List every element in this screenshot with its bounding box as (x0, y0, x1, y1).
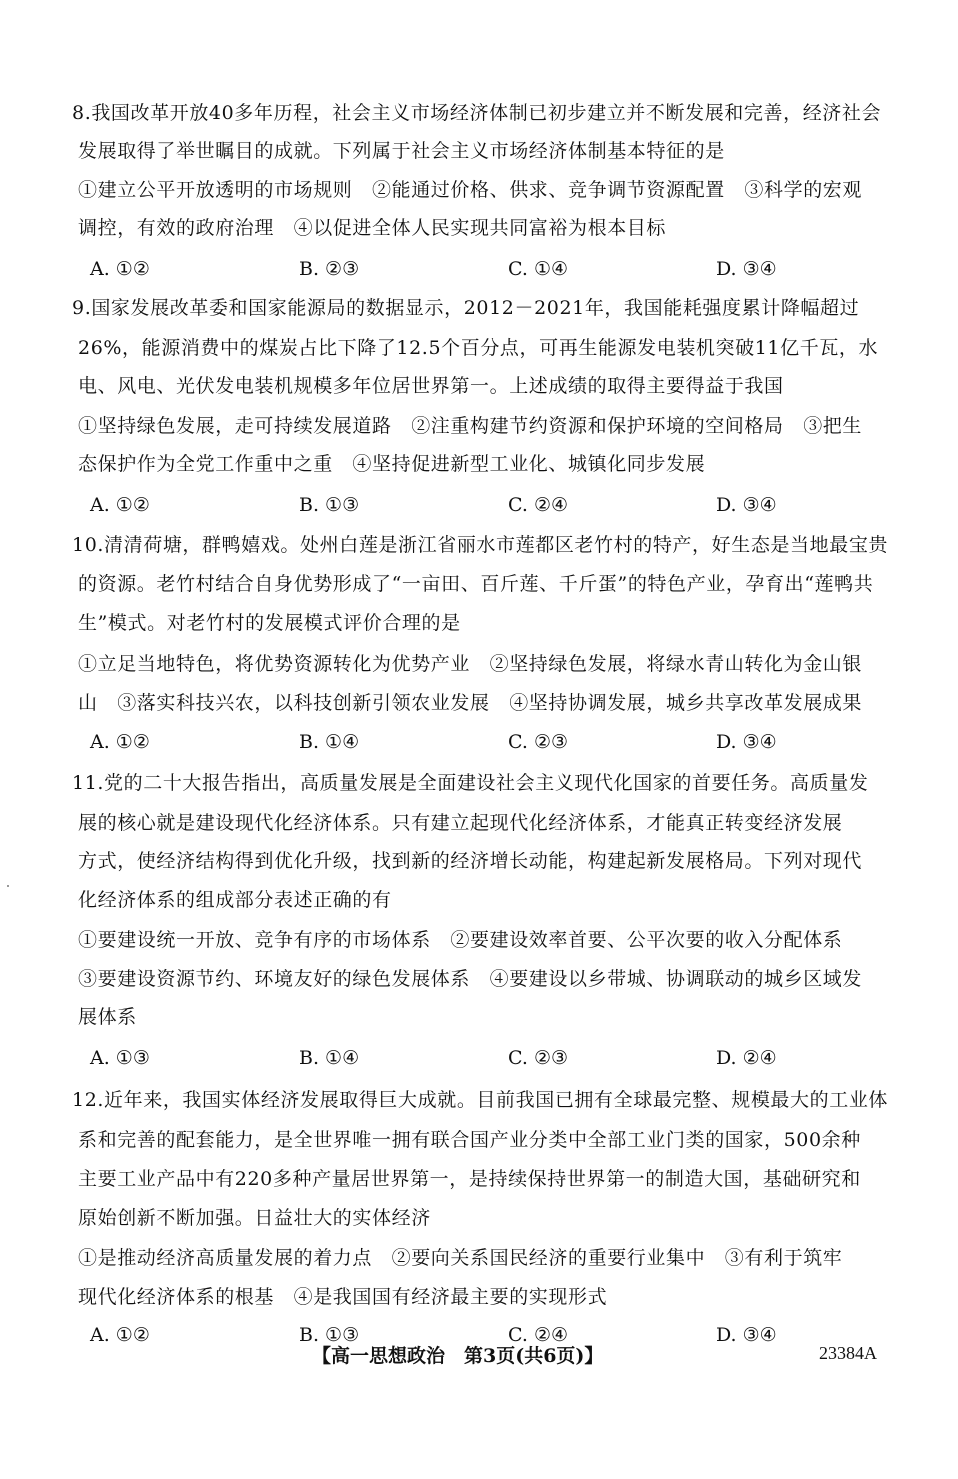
question-12-option-a: A. ①② (90, 1324, 150, 1346)
question-9-stem-line: 26%，能源消费中的煤炭占比下降了12.5个百分点，可再生能源发电装机突破11亿千瓦，水 (78, 337, 879, 359)
question-12-option-c: C. ②④ (508, 1324, 569, 1346)
question-11-statements-line: ①要建设统一开放、竞争有序的市场体系 ②要建设效率首要、公平次要的收入分配体系 (78, 929, 843, 951)
question-9-option-b: B. ①③ (299, 494, 360, 516)
question-10-option-d: D. ③④ (716, 731, 777, 753)
question-9-stem-line: 电、风电、光伏发电装机规模多年位居世界第一。上述成绩的取得主要得益于我国 (78, 375, 784, 397)
question-8-statements-line: 调控，有效的政府治理 ④以促进全体人民实现共同富裕为根本目标 (78, 217, 667, 239)
question-11-stem-line: 展的核心就是建设现代化经济体系。只有建立起现代化经济体系，才能真正转变经济发展 (78, 812, 843, 834)
question-8-stem-line: 发展取得了举世瞩目的成就。下列属于社会主义市场经济体制基本特征的是 (78, 140, 725, 162)
question-11-stem-line: 化经济体系的组成部分表述正确的有 (78, 889, 392, 911)
question-10-stem-line: 生”模式。对老竹村的发展模式评价合理的是 (78, 612, 461, 634)
question-8-option-c: C. ①④ (508, 258, 569, 280)
question-11-statements-line: ③要建设资源节约、环境友好的绿色发展体系 ④要建设以乡带城、协调联动的城乡区域发 (78, 968, 863, 990)
question-10-option-a: A. ①② (90, 731, 150, 753)
question-8-statements-line: ①建立公平开放透明的市场规则 ②能通过价格、供求、竞争调节资源配置 ③科学的宏观 (78, 179, 863, 201)
question-12-stem-line: 12.近年来，我国实体经济发展取得巨大成就。目前我国已拥有全球最完整、规模最大的工业体 (72, 1089, 889, 1111)
question-9-statements-line: 态保护作为全党工作重中之重 ④坚持促进新型工业化、城镇化同步发展 (78, 453, 706, 475)
question-11-statements-line: 展体系 (78, 1006, 137, 1028)
question-9-option-c: C. ②④ (508, 494, 569, 516)
question-8-option-b: B. ②③ (299, 258, 360, 280)
question-10-stem-line: 10.清清荷塘，群鸭嬉戏。处州白莲是浙江省丽水市莲都区老竹村的特产，好生态是当地最宝贵 (72, 534, 889, 556)
question-12-stem-line: 原始创新不断加强。日益壮大的实体经济 (78, 1207, 431, 1229)
question-10-statements-line: ①立足当地特色，将优势资源转化为优势产业 ②坚持绿色发展，将绿水青山转化为金山银 (78, 653, 863, 675)
page-footer-code: 23384A (819, 1343, 877, 1363)
question-10-statements-line: 山 ③落实科技兴农，以科技创新引领农业发展 ④坚持协调发展，城乡共享改革发展成果 (78, 692, 863, 714)
question-8-stem-line: 8.我国改革开放40多年历程，社会主义市场经济体制已初步建立并不断发展和完善，经济社会 (72, 102, 882, 124)
question-11-option-a: A. ①③ (90, 1047, 150, 1069)
question-11-stem-line: 方式，使经济结构得到优化升级，找到新的经济增长动能，构建起新发展格局。下列对现代 (78, 850, 863, 872)
question-9-option-d: D. ③④ (716, 494, 777, 516)
question-11-option-c: C. ②③ (508, 1047, 569, 1069)
question-12-stem-line: 主要工业产品中有220多种产量居世界第一，是持续保持世界第一的制造大国，基础研究和 (78, 1168, 861, 1190)
question-9-option-a: A. ①② (90, 494, 150, 516)
question-9-statements-line: ①坚持绿色发展，走可持续发展道路 ②注重构建节约资源和保护环境的空间格局 ③把生 (78, 415, 863, 437)
question-12-option-d: D. ③④ (716, 1324, 777, 1346)
question-8-option-d: D. ③④ (716, 258, 777, 280)
question-10-option-c: C. ②③ (508, 731, 569, 753)
question-12-statements-line: ①是推动经济高质量发展的着力点 ②要向关系国民经济的重要行业集中 ③有利于筑牢 (78, 1247, 843, 1269)
question-11-option-b: B. ①④ (299, 1047, 360, 1069)
question-10-stem-line: 的资源。老竹村结合自身优势形成了“一亩田、百斤莲、千斤蛋”的特色产业，孕育出“莲鸭共 (78, 573, 874, 595)
question-11-stem-line: 11.党的二十大报告指出，高质量发展是全面建设社会主义现代化国家的首要任务。高质量发 (72, 772, 869, 794)
question-12-stem-line: 系和完善的配套能力，是全世界唯一拥有联合国产业分类中全部工业门类的国家，500余种 (78, 1129, 861, 1151)
scan-speck (7, 885, 9, 887)
question-10-option-b: B. ①④ (299, 731, 360, 753)
question-9-stem-line: 9.国家发展改革委和国家能源局的数据显示，2012－2021年，我国能耗强度累计降幅超过 (72, 297, 860, 319)
question-12-statements-line: 现代化经济体系的根基 ④是我国国有经济最主要的实现形式 (78, 1286, 608, 1308)
question-12-option-b: B. ①③ (299, 1324, 360, 1346)
question-8-option-a: A. ①② (90, 258, 150, 280)
question-11-option-d: D. ②④ (716, 1047, 777, 1069)
page-footer-title: 【高一思想政治 第3页(共6页)】 (312, 1345, 604, 1367)
